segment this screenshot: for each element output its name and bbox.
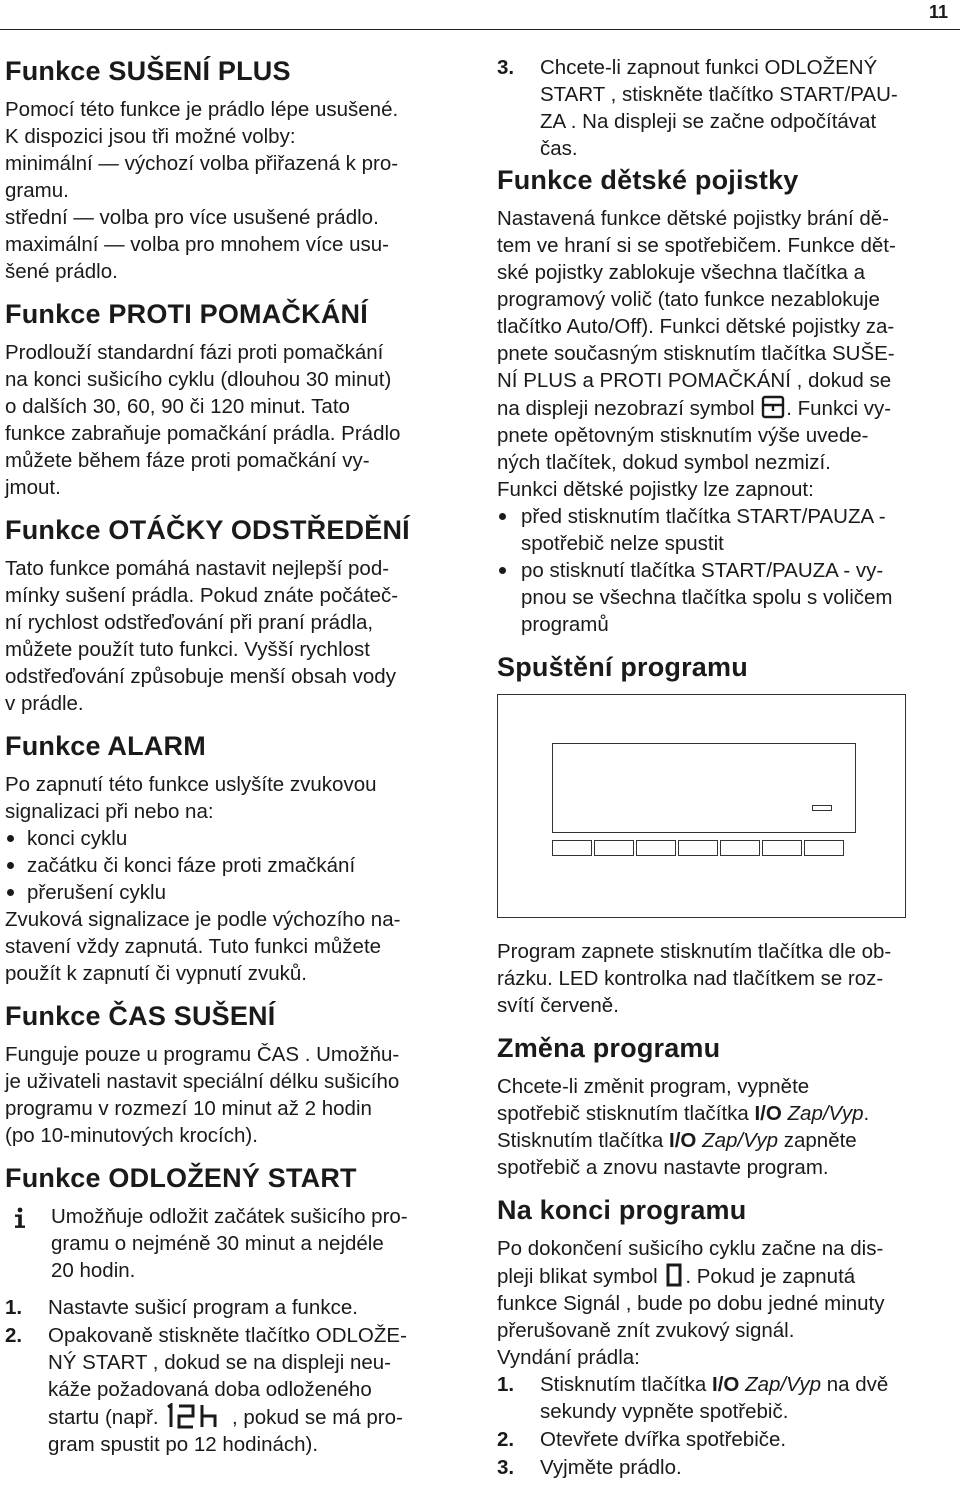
paragraph-line: [497, 1262, 952, 1290]
step-text: sekundy vypněte spotřebič.: [540, 1400, 789, 1423]
paragraph-line: Funkci dětské pojistky lze zapnout:: [497, 478, 814, 501]
display-12h-icon: [164, 1403, 226, 1429]
step-text: káže požadovaná doba odloženého: [48, 1378, 372, 1401]
lock-icon: [760, 394, 786, 420]
paragraph-text: . Pokud je zapnutá: [685, 1265, 856, 1288]
paragraph-line: můžete použít tuto funkci. Vyšší rychlost: [5, 638, 370, 661]
list-item: začátku či konci fáze proti zmačkání: [5, 852, 467, 879]
step-item: [497, 1454, 952, 1481]
paragraph-line: programu v rozmezí 10 minut až 2 hodin: [5, 1097, 372, 1120]
step-number: 2.: [497, 1428, 515, 1451]
control-panel-illustration: [497, 694, 906, 918]
button-name-bold: I/O: [754, 1102, 782, 1125]
section-heading: Spuštění programu: [497, 652, 748, 682]
step-text: gram spustit po 12 hodinách).: [48, 1433, 319, 1456]
paragraph-line: stavení vždy zapnutá. Tuto funkci můžete: [5, 935, 382, 958]
paragraph-line: Zvuková signalizace je podle výchozího na-: [5, 908, 401, 931]
paragraph-text: . Funkci vy-: [786, 397, 892, 420]
paragraph-line: NÍ PLUS a PROTI POMAČKÁNÍ , dokud se: [497, 369, 892, 392]
section-child-lock: [497, 163, 952, 638]
paragraph-line: o dalších 30, 60, 90 či 120 minut. Tato: [5, 395, 350, 418]
section-heading: Změna programu: [497, 1033, 721, 1063]
paragraph-line: je uživateli nastavit speciální délku sušicího: [5, 1070, 400, 1093]
step-text: Opakovaně stiskněte tlačítko ODLOŽE-: [48, 1324, 407, 1347]
button-name-bold: I/O: [712, 1373, 740, 1396]
panel-button: [594, 840, 634, 856]
step-item: [5, 1294, 467, 1321]
step-text: NÝ START , dokud se na displeji neu-: [48, 1351, 391, 1374]
list-item-line: programů: [521, 613, 609, 636]
paragraph-line: rázku. LED kontrolka nad tlačítkem se roz-: [497, 967, 884, 990]
paragraph-line: Chcete-li změnit program, vypněte: [497, 1075, 810, 1098]
step-text-line: [540, 1371, 952, 1398]
paragraph-line: na konci sušicího cyklu (dlouhou 30 minut): [5, 368, 392, 391]
paragraph-text: zapněte: [778, 1129, 857, 1152]
step-text: Nastavte sušicí program a funkce.: [48, 1296, 358, 1319]
section-heading: Funkce ALARM: [5, 731, 206, 761]
step-text-line: [48, 1403, 467, 1431]
step-number: 2.: [5, 1324, 23, 1347]
step-text: startu (např.: [48, 1406, 159, 1429]
step-text: Stisknutím tlačítka: [540, 1373, 713, 1396]
section-drying-plus: [5, 54, 467, 285]
paragraph-line: v prádle.: [5, 692, 84, 715]
panel-button: [636, 840, 676, 856]
paragraph-line: Po dokončení sušicího cyklu začne na dis-: [497, 1237, 884, 1260]
info-line: gramu o nejméně 30 minut a nejdéle: [51, 1232, 384, 1255]
section-heading: Funkce SUŠENÍ PLUS: [5, 56, 291, 86]
step-text: Vyjměte prádlo.: [540, 1456, 682, 1479]
paragraph-line: jmout.: [5, 476, 61, 499]
panel-button: [720, 840, 760, 856]
paragraph-line: svítí červeně.: [497, 994, 619, 1017]
panel-led-indicator: [812, 805, 832, 811]
section-heading: Funkce PROTI POMAČKÁNÍ: [5, 299, 368, 329]
paragraph-line: Po zapnutí této funkce uslyšíte zvukovou: [5, 773, 377, 796]
paragraph-line: pnete současným stisknutím tlačítka SUŠE-: [497, 342, 895, 365]
step-text: START , stiskněte tlačítko START/PAU-: [540, 83, 898, 106]
section-drying-time: [5, 999, 467, 1149]
section-program-start: [497, 650, 952, 1019]
left-column: [5, 54, 467, 1470]
display-zero-icon: [663, 1262, 685, 1288]
paragraph-line: šené prádlo.: [5, 260, 118, 283]
step-number: 1.: [5, 1296, 23, 1319]
paragraph-text: pleji blikat symbol: [497, 1265, 658, 1288]
paragraph-line: Nastavená funkce dětské pojistky brání dě-: [497, 207, 889, 230]
section-anti-crease: [5, 297, 467, 501]
paragraph-line: programový volič (tato funkce nezablokuje: [497, 288, 880, 311]
paragraph-line: minimální — výchozí volba přiřazená k pro-: [5, 152, 399, 175]
paragraph-line: ní rychlost odstřeďování při praní prádla,: [5, 611, 374, 634]
section-change-program: [497, 1031, 952, 1181]
paragraph-line: K dispozici jsou tři možné volby:: [5, 125, 296, 148]
panel-button: [552, 840, 592, 856]
page-number: 11: [928, 2, 948, 22]
list-item: přerušení cyklu: [5, 879, 467, 906]
paragraph-line: Prodlouží standardní fázi proti pomačkání: [5, 341, 384, 364]
step-item: [497, 54, 952, 162]
paragraph-line: gramu.: [5, 179, 69, 202]
paragraph-line: ných tlačítek, dokud symbol nezmizí.: [497, 451, 831, 474]
step-text: Chcete-li zapnout funkci ODLOŽENÝ: [540, 56, 878, 79]
paragraph-line: odstřeďování způsobuje menší obsah vody: [5, 665, 396, 688]
bullet-list: [497, 503, 952, 638]
paragraph-text: .: [863, 1102, 870, 1125]
paragraph-line: tlačítko Auto/Off). Funkci dětské pojistky za-: [497, 315, 895, 338]
step-text: na dvě: [821, 1373, 889, 1396]
list-item-line: spotřebič nelze spustit: [521, 532, 724, 555]
paragraph-line: spotřebič a znovu nastavte program.: [497, 1156, 829, 1179]
panel-button: [678, 840, 718, 856]
paragraph-line: funkce Signál , bude po dobu jedné minuty: [497, 1292, 885, 1315]
bullet-list: [5, 825, 467, 906]
paragraph-line: signalizaci při nebo na:: [5, 800, 214, 823]
paragraph-line: střední — volba pro více usušené prádlo.: [5, 206, 379, 229]
step-item: [497, 1426, 952, 1453]
step-list: [497, 1371, 952, 1481]
paragraph-line: Tato funkce pomáhá nastavit nejlepší pod-: [5, 557, 390, 580]
step-item: [5, 1322, 467, 1458]
paragraph-line: můžete během fáze proti pomačkání vy-: [5, 449, 370, 472]
paragraph-line: tem ve hraní si se spotřebičem. Funkce dět-: [497, 234, 896, 257]
paragraph-line: Funguje pouze u programu ČAS . Umožňu-: [5, 1043, 400, 1066]
paragraph-line: použít k zapnutí či vypnutí zvuků.: [5, 962, 307, 985]
step-list: [5, 1294, 467, 1458]
step-number: 3.: [497, 56, 515, 79]
paragraph-line: [497, 1100, 952, 1127]
paragraph-line: pnete opětovným stisknutím výše uvede-: [497, 424, 869, 447]
button-name-italic: Zap/Vyp: [696, 1129, 779, 1152]
paragraph-line: funkce zabraňuje pomačkání prádla. Prádlo: [5, 422, 401, 445]
list-item: konci cyklu: [5, 825, 467, 852]
button-name-bold: I/O: [669, 1129, 697, 1152]
list-item: [497, 503, 952, 557]
button-name-italic: Zap/Vyp: [739, 1373, 822, 1396]
step-item: [497, 1371, 952, 1425]
paragraph-line: přerušovaně znít zvukový signál.: [497, 1319, 795, 1342]
info-icon: [7, 1205, 33, 1231]
button-name-italic: Zap/Vyp: [781, 1102, 864, 1125]
paragraph-line: [497, 1127, 952, 1154]
paragraph-line: [497, 394, 952, 422]
section-delayed-start: [5, 1161, 467, 1458]
paragraph-text: na displeji nezobrazí symbol: [497, 397, 755, 420]
section-end-of-program: [497, 1193, 952, 1481]
header-rule: [0, 29, 960, 30]
step-text: , pokud se má pro-: [231, 1406, 403, 1429]
list-item-line: po stisknutí tlačítka START/PAUZA - vy-: [521, 559, 884, 582]
info-line: Umožňuje odložit začátek sušicího pro-: [51, 1205, 408, 1228]
panel-button: [762, 840, 802, 856]
list-item: [497, 557, 952, 638]
section-heading: Funkce ODLOŽENÝ START: [5, 1163, 357, 1193]
paragraph-text: spotřebič stisknutím tlačítka: [497, 1102, 755, 1125]
section-spin-speed: [5, 513, 467, 717]
step-text: ZA . Na displeji se začne odpočítávat: [540, 110, 877, 133]
step-number: 1.: [497, 1373, 515, 1396]
paragraph-line: Vyndání prádla:: [497, 1346, 640, 1369]
right-column: [497, 54, 952, 1493]
step-list: [497, 54, 952, 162]
paragraph-line: maximální — volba pro mnohem více usu-: [5, 233, 389, 256]
list-item-line: před stisknutím tlačítka START/PAUZA -: [521, 505, 886, 528]
list-item-line: pnou se všechna tlačítka spolu s voličem: [521, 586, 893, 609]
panel-start-button: [804, 840, 844, 856]
info-line: 20 hodin.: [51, 1259, 136, 1282]
section-heading: Na konci programu: [497, 1195, 747, 1225]
step-number: 3.: [497, 1456, 515, 1479]
section-alarm: [5, 729, 467, 987]
step-text: čas.: [540, 137, 578, 160]
step-text: Otevřete dvířka spotřebiče.: [540, 1428, 787, 1451]
info-note: [5, 1203, 467, 1284]
section-heading: Funkce OTÁČKY ODSTŘEDĚNÍ: [5, 515, 410, 545]
paragraph-line: ské pojistky zablokuje všechna tlačítka a: [497, 261, 866, 284]
paragraph-text: Stisknutím tlačítka: [497, 1129, 670, 1152]
paragraph-line: (po 10-minutových krocích).: [5, 1124, 258, 1147]
section-heading: Funkce ČAS SUŠENÍ: [5, 1001, 276, 1031]
paragraph-line: Pomocí této funkce je prádlo lépe usušené.: [5, 98, 399, 121]
paragraph-line: Program zapnete stisknutím tlačítka dle ob-: [497, 940, 892, 963]
section-heading: Funkce dětské pojistky: [497, 165, 799, 195]
paragraph-line: mínky sušení prádla. Pokud znáte počáteč-: [5, 584, 399, 607]
panel-display: [552, 743, 856, 833]
